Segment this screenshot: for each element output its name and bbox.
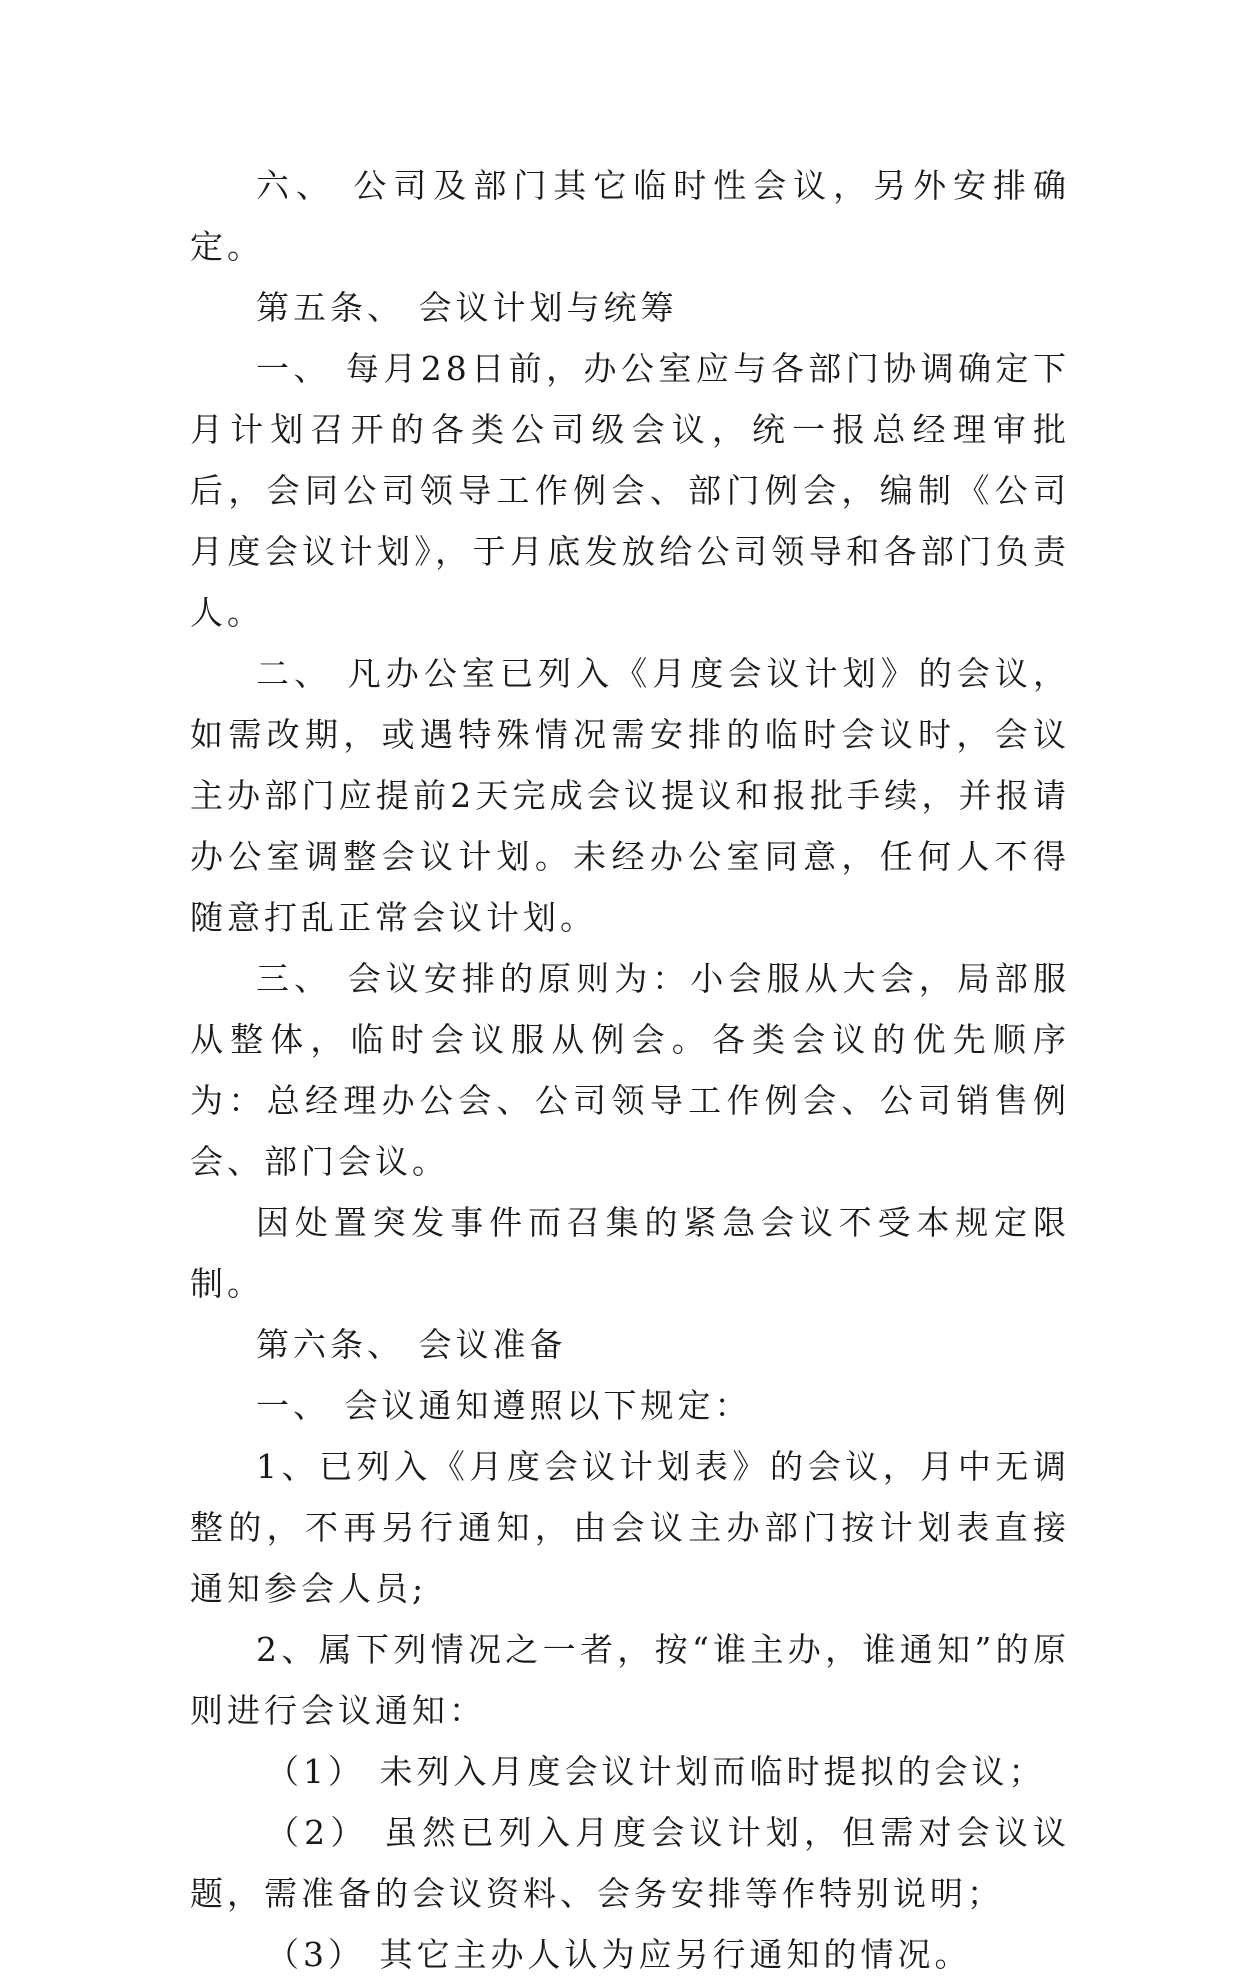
paragraph-rule-1: 1、已列入《月度会议计划表》的会议，月中无调整的，不再另行通知，由会议主办部门按计划表直接通知参会人员;	[190, 1447, 1070, 1608]
paragraph-principles: 三、 会议安排的原则为：小会服从大会，局部服从整体，临时会议服从例会。各类会议的优先顺序为：总经理办公会、公司领导工作例会、公司销售例会、部门会议。	[190, 959, 1070, 1181]
paragraph-subitem-1: （1） 未列入月度会议计划而临时提拟的会议；	[266, 1752, 1046, 1791]
paragraph-emergency: 因处置突发事件而召集的紧急会议不受本规定限制。	[190, 1203, 1070, 1303]
article-heading-six: 第六条、 会议准备	[256, 1325, 567, 1364]
document-body	[190, 155, 1070, 1985]
paragraph-rule-2: 2、属下列情况之一者，按“谁主办，谁通知”的原则进行会议通知：	[190, 1630, 1070, 1730]
paragraph-reschedule: 二、 凡办公室已列入《月度会议计划》的会议，如需改期，或遇特殊情况需安排的临时会议时，会议主办部门应提前2天完成会议提议和报批手续，并报请办公室调整会议计划。未经办公室同意，任何人不得随意打乱正常会议计划。	[190, 654, 1070, 937]
paragraph-monthly-plan: 一、 每月28日前，办公室应与各部门协调确定下月计划召开的各类公司级会议，统一报总经理审批后，会同公司领导工作例会、部门例会，编制《公司月度会议计划》，于月底发放给公司领导和各部门负责人。	[190, 349, 1070, 632]
article-heading-five: 第五条、 会议计划与统筹	[256, 288, 678, 327]
paragraph-subitem-2: （2） 虽然已列入月度会议计划，但需对会议议题，需准备的会议资料、会务安排等作特别说明；	[190, 1813, 1070, 1913]
paragraph-item-six-other-meetings: 六、 公司及部门其它临时性会议，另外安排确定。	[190, 166, 1070, 266]
paragraph-notice-rules: 一、 会议通知遵照以下规定：	[256, 1386, 752, 1425]
paragraph-subitem-3: （3） 其它主办人认为应另行通知的情况。	[266, 1935, 972, 1974]
